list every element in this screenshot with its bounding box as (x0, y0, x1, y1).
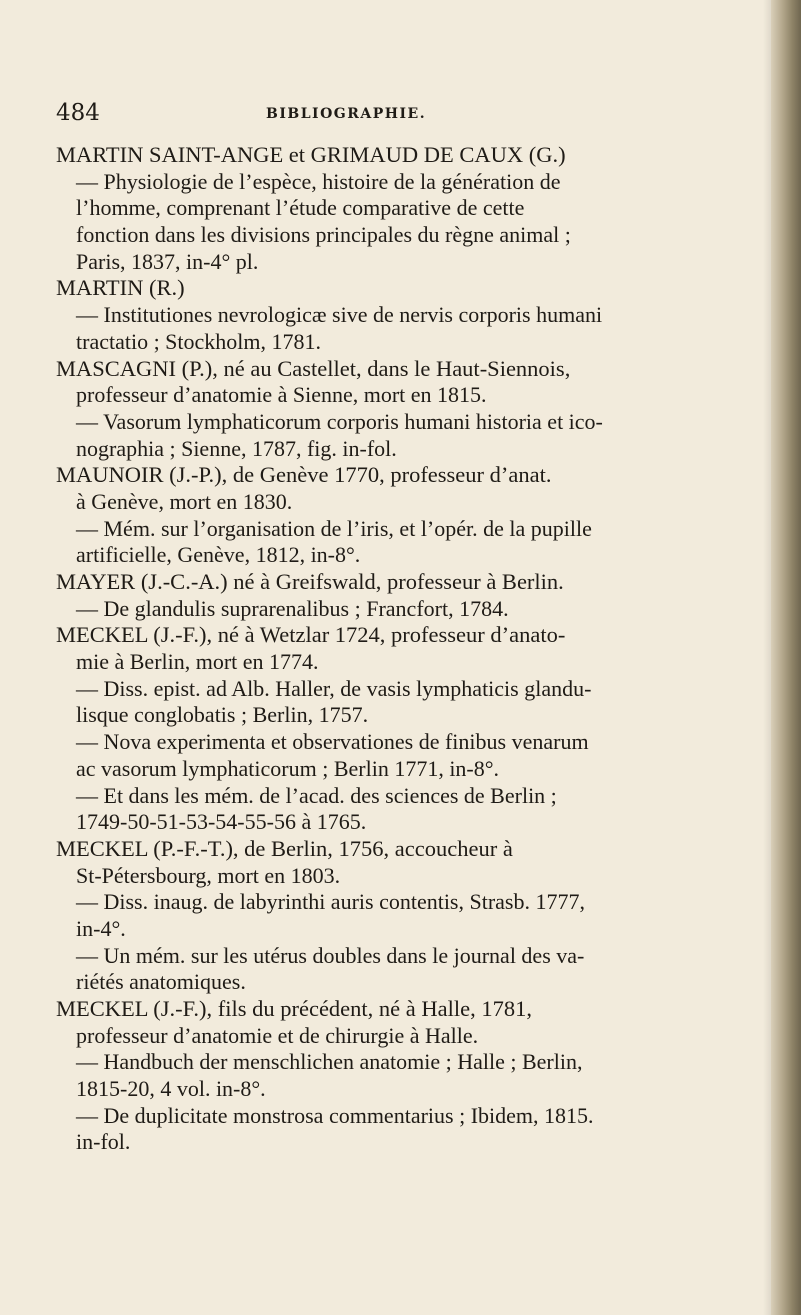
line-text: St-Pétersbourg, mort en 1803. (76, 862, 341, 888)
running-title: BIBLIOGRAPHIE. (266, 106, 427, 122)
line-text: 1815-20, 4 vol. in-8°. (76, 1076, 266, 1102)
line-text: — Handbuch der menschlichen anatomie ; Halle ; Berlin, (76, 1049, 583, 1075)
line-text: — De glandulis suprarenalibus ; Francfort, 1784. (76, 595, 509, 621)
page-header (56, 100, 736, 132)
entry-text-line (56, 1049, 746, 1076)
entry-text-line (56, 1129, 746, 1156)
entry-text-line (56, 649, 746, 676)
line-text: — De duplicitate monstrosa commentarius ; Ibidem, 1815. (76, 1102, 594, 1128)
line-text: — Un mém. sur les utérus doubles dans le journal des va- (76, 942, 585, 968)
line-text: in-4°. (76, 915, 126, 941)
bibliography-text (56, 142, 746, 1156)
entry-text-line (56, 916, 746, 943)
line-text: — Diss. inaug. de labyrinthi auris contentis, Strasb. 1777, (76, 889, 585, 915)
entry-heading-line (56, 622, 746, 649)
entry-text-line (56, 249, 746, 276)
line-text: in-fol. (76, 1129, 131, 1155)
line-text: riétés anatomiques. (76, 969, 246, 995)
entry-text-line (56, 729, 746, 756)
line-text: tractatio ; Stockholm, 1781. (76, 328, 322, 354)
line-text: fonction dans les divisions principales du règne animal ; (76, 222, 571, 248)
entry-heading-line (56, 569, 746, 596)
entry-heading-line (56, 142, 746, 169)
line-text: Paris, 1837, in-4° pl. (76, 248, 259, 274)
entry-text-line (56, 1023, 746, 1050)
entry-text-line (56, 889, 746, 916)
line-text: — Institutiones nevrologicæ sive de nervis corporis humani (76, 302, 603, 328)
line-text: professeur d’anatomie et de chirurgie à Halle. (76, 1022, 479, 1048)
entry-text-line (56, 409, 746, 436)
line-text: artificielle, Genève, 1812, in-8°. (76, 542, 361, 568)
entry-text-line (56, 516, 746, 543)
entry-text-line (56, 596, 746, 623)
entry-text-line (56, 489, 746, 516)
line-text: — Mém. sur l’organisation de l’iris, et l’opér. de la pupille (76, 515, 592, 541)
line-text: ac vasorum lymphaticorum ; Berlin 1771, in-8°. (76, 755, 500, 781)
line-text: MASCAGNI (P.), né au Castellet, dans le Haut-Siennois, (56, 355, 571, 381)
line-text: MARTIN (R.) (56, 275, 185, 301)
entry-text-line (56, 329, 746, 356)
line-text: — Nova experimenta et observationes de finibus venarum (76, 729, 589, 755)
line-text: 1749-50-51-53-54-55-56 à 1765. (76, 809, 367, 835)
entry-text-line (56, 756, 746, 783)
entry-text-line (56, 222, 746, 249)
line-text: — Et dans les mém. de l’acad. des sciences de Berlin ; (76, 782, 557, 808)
entry-text-line (56, 943, 746, 970)
page-edge-shadow (771, 0, 801, 1315)
entry-text-line (56, 809, 746, 836)
entry-heading-line (56, 356, 746, 383)
line-text: — Vasorum lymphaticorum corporis humani historia et ico- (76, 408, 603, 434)
entry-text-line (56, 969, 746, 996)
line-text: à Genève, mort en 1830. (76, 488, 293, 514)
line-text: professeur d’anatomie à Sienne, mort en 1815. (76, 382, 487, 408)
entry-heading-line (56, 996, 746, 1023)
line-text: MAYER (J.-C.-A.) né à Greifswald, professeur à Berlin. (56, 569, 564, 594)
entry-text-line (56, 382, 746, 409)
line-text: — Diss. epist. ad Alb. Haller, de vasis lymphaticis glandu- (76, 675, 592, 701)
entry-text-line (56, 302, 746, 329)
entry-text-line (56, 436, 746, 463)
line-text: mie à Berlin, mort en 1774. (76, 649, 319, 675)
line-text: MECKEL (J.-F.), né à Wetzlar 1724, professeur d’anato- (56, 622, 566, 648)
line-text: MAUNOIR (J.-P.), de Genève 1770, professeur d’anat. (56, 462, 552, 488)
entry-text-line (56, 1076, 746, 1103)
entry-text-line (56, 702, 746, 729)
line-text: lisque conglobatis ; Berlin, 1757. (76, 702, 369, 728)
entry-text-line (56, 542, 746, 569)
entry-text-line (56, 169, 746, 196)
line-text: MECKEL (P.-F.-T.), de Berlin, 1756, accoucheur à (56, 835, 513, 861)
entry-heading-line (56, 462, 746, 489)
entry-text-line (56, 783, 746, 810)
entry-heading-line (56, 836, 746, 863)
entry-heading-line (56, 275, 746, 302)
line-text: l’homme, comprenant l’étude comparative de cette (76, 195, 525, 221)
line-text: — Physiologie de l’espèce, histoire de la génération de (76, 168, 561, 194)
entry-text-line (56, 863, 746, 890)
entry-text-line (56, 676, 746, 703)
line-text: nographia ; Sienne, 1787, fig. in-fol. (76, 435, 397, 461)
entry-text-line (56, 1103, 746, 1130)
line-text: MECKEL (J.-F.), fils du précédent, né à Halle, 1781, (56, 996, 532, 1021)
page-number: 484 (56, 100, 100, 126)
line-text: MARTIN SAINT-ANGE et GRIMAUD DE CAUX (G.) (56, 142, 566, 167)
entry-text-line (56, 195, 746, 222)
